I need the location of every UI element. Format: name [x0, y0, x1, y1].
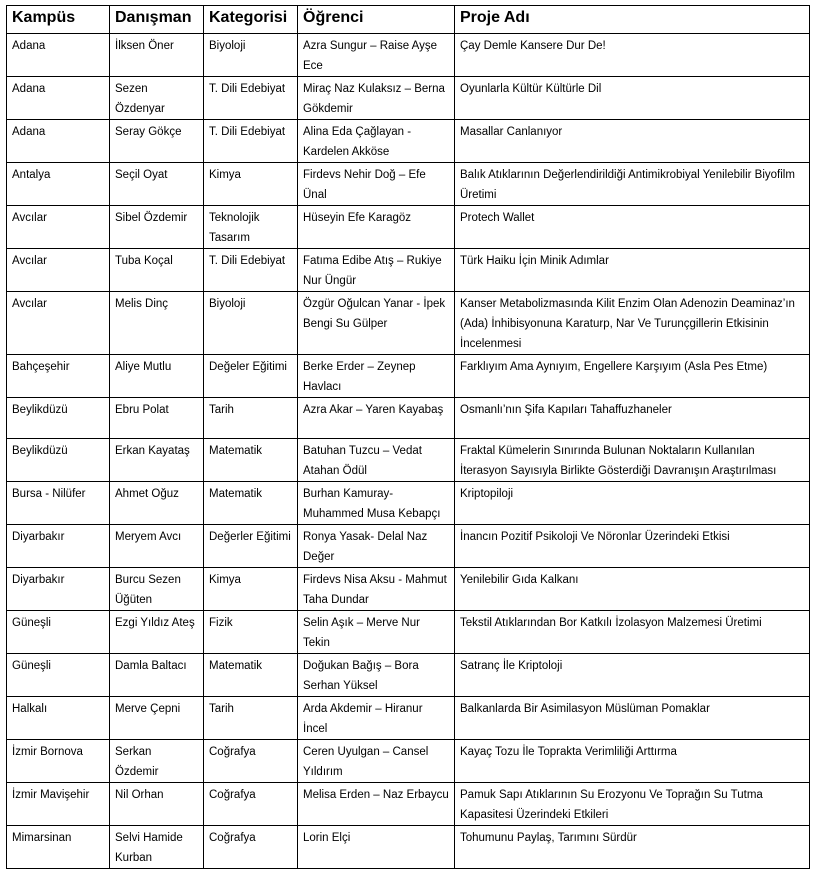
- projects-table: [6, 5, 810, 869]
- student-cell: Lorin Elçi: [298, 826, 455, 869]
- campus-cell: Adana: [7, 34, 110, 77]
- campus-cell: Avcılar: [7, 249, 110, 292]
- table-row: [7, 826, 810, 869]
- table-row: [7, 697, 810, 740]
- campus-cell: Adana: [7, 120, 110, 163]
- campus-cell: Güneşli: [7, 611, 110, 654]
- student-cell: Firdevs Nehir Doğ – Efe Ünal: [298, 163, 455, 206]
- project-cell: Farklıyım Ama Aynıyım, Engellere Karşıyım (Asla Pes Etme): [455, 355, 810, 398]
- project-cell: Balık Atıklarının Değerlendirildiği Antimikrobiyal Yenilebilir Biyofilm Üretimi: [455, 163, 810, 206]
- campus-cell: Adana: [7, 77, 110, 120]
- project-cell: Çay Demle Kansere Dur De!: [455, 34, 810, 77]
- category-cell: T. Dili Edebiyat: [204, 249, 298, 292]
- category-cell: Değeler Eğitimi: [204, 355, 298, 398]
- campus-cell: Beylikdüzü: [7, 439, 110, 482]
- header-campus: Kampüs: [7, 6, 110, 34]
- advisor-cell: Aliye Mutlu: [110, 355, 204, 398]
- advisor-cell: Burcu Sezen Üğüten: [110, 568, 204, 611]
- advisor-cell: Ebru Polat: [110, 398, 204, 439]
- table-row: [7, 163, 810, 206]
- category-cell: Fizik: [204, 611, 298, 654]
- student-cell: Hüseyin Efe Karagöz: [298, 206, 455, 249]
- project-cell: Oyunlarla Kültür Kültürle Dil: [455, 77, 810, 120]
- campus-cell: Bahçeşehir: [7, 355, 110, 398]
- table-row: [7, 249, 810, 292]
- advisor-cell: Melis Dinç: [110, 292, 204, 355]
- advisor-cell: Tuba Koçal: [110, 249, 204, 292]
- advisor-cell: Seray Gökçe: [110, 120, 204, 163]
- project-cell: Protech Wallet: [455, 206, 810, 249]
- advisor-cell: Nil Orhan: [110, 783, 204, 826]
- table-row: [7, 120, 810, 163]
- header-advisor: Danışman: [110, 6, 204, 34]
- category-cell: Coğrafya: [204, 783, 298, 826]
- table-row: [7, 398, 810, 439]
- project-cell: Türk Haiku İçin Minik Adımlar: [455, 249, 810, 292]
- campus-cell: Güneşli: [7, 654, 110, 697]
- campus-cell: Mimarsinan: [7, 826, 110, 869]
- table-row: [7, 611, 810, 654]
- student-cell: Batuhan Tuzcu – Vedat Atahan Ödül: [298, 439, 455, 482]
- project-cell: Fraktal Kümelerin Sınırında Bulunan Noktaların Kullanılan İterasyon Sayısıyla Birlikte Gösterdiği Davranışın Araştırılması: [455, 439, 810, 482]
- category-cell: Değerler Eğitimi: [204, 525, 298, 568]
- header-project: Proje Adı: [455, 6, 810, 34]
- project-cell: Osmanlı’nın Şifa Kapıları Tahaffuzhaneler: [455, 398, 810, 439]
- campus-cell: İzmir Mavişehir: [7, 783, 110, 826]
- advisor-cell: Merve Çepni: [110, 697, 204, 740]
- student-cell: Selin Aşık – Merve Nur Tekin: [298, 611, 455, 654]
- category-cell: Biyoloji: [204, 292, 298, 355]
- campus-cell: İzmir Bornova: [7, 740, 110, 783]
- advisor-cell: Erkan Kayataş: [110, 439, 204, 482]
- advisor-cell: Serkan Özdemir: [110, 740, 204, 783]
- category-cell: Tarih: [204, 398, 298, 439]
- advisor-cell: Damla Baltacı: [110, 654, 204, 697]
- campus-cell: Avcılar: [7, 292, 110, 355]
- table-row: [7, 654, 810, 697]
- student-cell: Azra Akar – Yaren Kayabaş: [298, 398, 455, 439]
- table-row: [7, 206, 810, 249]
- table-row: [7, 482, 810, 525]
- advisor-cell: Seçil Oyat: [110, 163, 204, 206]
- student-cell: Doğukan Bağış – Bora Serhan Yüksel: [298, 654, 455, 697]
- header-student: Öğrenci: [298, 6, 455, 34]
- project-cell: Kriptopiloji: [455, 482, 810, 525]
- header-category: Kategorisi: [204, 6, 298, 34]
- campus-cell: Antalya: [7, 163, 110, 206]
- student-cell: Arda Akdemir – Hiranur İncel: [298, 697, 455, 740]
- table-row: [7, 292, 810, 355]
- project-cell: Yenilebilir Gıda Kalkanı: [455, 568, 810, 611]
- project-cell: Kanser Metabolizmasında Kilit Enzim Olan Adenozin Deaminaz’ın (Ada) İnhibisyonuna Karaturp, Nar Ve Turunçgillerin Etkisinin İncelenmesi: [455, 292, 810, 355]
- table-row: [7, 740, 810, 783]
- student-cell: Berke Erder – Zeynep Havlacı: [298, 355, 455, 398]
- campus-cell: Avcılar: [7, 206, 110, 249]
- student-cell: Ronya Yasak- Delal Naz Değer: [298, 525, 455, 568]
- project-cell: Balkanlarda Bir Asimilasyon Müslüman Pomaklar: [455, 697, 810, 740]
- campus-cell: Bursa - Nilüfer: [7, 482, 110, 525]
- table-row: [7, 355, 810, 398]
- advisor-cell: Sibel Özdemir: [110, 206, 204, 249]
- campus-cell: Diyarbakır: [7, 568, 110, 611]
- project-cell: İnancın Pozitif Psikoloji Ve Nöronlar Üzerindeki Etkisi: [455, 525, 810, 568]
- category-cell: Biyoloji: [204, 34, 298, 77]
- advisor-cell: Sezen Özdenyar: [110, 77, 204, 120]
- category-cell: Matematik: [204, 439, 298, 482]
- advisor-cell: Selvi Hamide Kurban: [110, 826, 204, 869]
- project-cell: Tekstil Atıklarından Bor Katkılı İzolasyon Malzemesi Üretimi: [455, 611, 810, 654]
- student-cell: Fatıma Edibe Atış – Rukiye Nur Üngür: [298, 249, 455, 292]
- table-row: [7, 525, 810, 568]
- category-cell: Teknolojik Tasarım: [204, 206, 298, 249]
- student-cell: Azra Sungur – Raise Ayşe Ece: [298, 34, 455, 77]
- category-cell: Tarih: [204, 697, 298, 740]
- category-cell: Matematik: [204, 654, 298, 697]
- project-cell: Tohumunu Paylaş, Tarımını Sürdür: [455, 826, 810, 869]
- category-cell: Coğrafya: [204, 826, 298, 869]
- student-cell: Firdevs Nisa Aksu - Mahmut Taha Dundar: [298, 568, 455, 611]
- project-cell: Kayaç Tozu İle Toprakta Verimliliği Arttırma: [455, 740, 810, 783]
- campus-cell: Diyarbakır: [7, 525, 110, 568]
- student-cell: Alina Eda Çağlayan - Kardelen Akköse: [298, 120, 455, 163]
- category-cell: T. Dili Edebiyat: [204, 120, 298, 163]
- table-row: [7, 568, 810, 611]
- project-cell: Pamuk Sapı Atıklarının Su Erozyonu Ve Toprağın Su Tutma Kapasitesi Üzerindeki Etkileri: [455, 783, 810, 826]
- project-cell: Satranç İle Kriptoloji: [455, 654, 810, 697]
- category-cell: Kimya: [204, 568, 298, 611]
- advisor-cell: Meryem Avcı: [110, 525, 204, 568]
- header-row: [7, 6, 810, 34]
- campus-cell: Halkalı: [7, 697, 110, 740]
- table-row: [7, 439, 810, 482]
- table-row: [7, 77, 810, 120]
- advisor-cell: İlksen Öner: [110, 34, 204, 77]
- category-cell: Coğrafya: [204, 740, 298, 783]
- category-cell: T. Dili Edebiyat: [204, 77, 298, 120]
- student-cell: Özgür Oğulcan Yanar - İpek Bengi Su Gülper: [298, 292, 455, 355]
- category-cell: Matematik: [204, 482, 298, 525]
- table-row: [7, 783, 810, 826]
- student-cell: Ceren Uyulgan – Cansel Yıldırım: [298, 740, 455, 783]
- advisor-cell: Ezgi Yıldız Ateş: [110, 611, 204, 654]
- student-cell: Melisa Erden – Naz Erbaycu: [298, 783, 455, 826]
- table-row: [7, 34, 810, 77]
- project-cell: Masallar Canlanıyor: [455, 120, 810, 163]
- student-cell: Miraç Naz Kulaksız – Berna Gökdemir: [298, 77, 455, 120]
- student-cell: Burhan Kamuray- Muhammed Musa Kebapçı: [298, 482, 455, 525]
- category-cell: Kimya: [204, 163, 298, 206]
- table-body: [7, 34, 810, 869]
- advisor-cell: Ahmet Oğuz: [110, 482, 204, 525]
- campus-cell: Beylikdüzü: [7, 398, 110, 439]
